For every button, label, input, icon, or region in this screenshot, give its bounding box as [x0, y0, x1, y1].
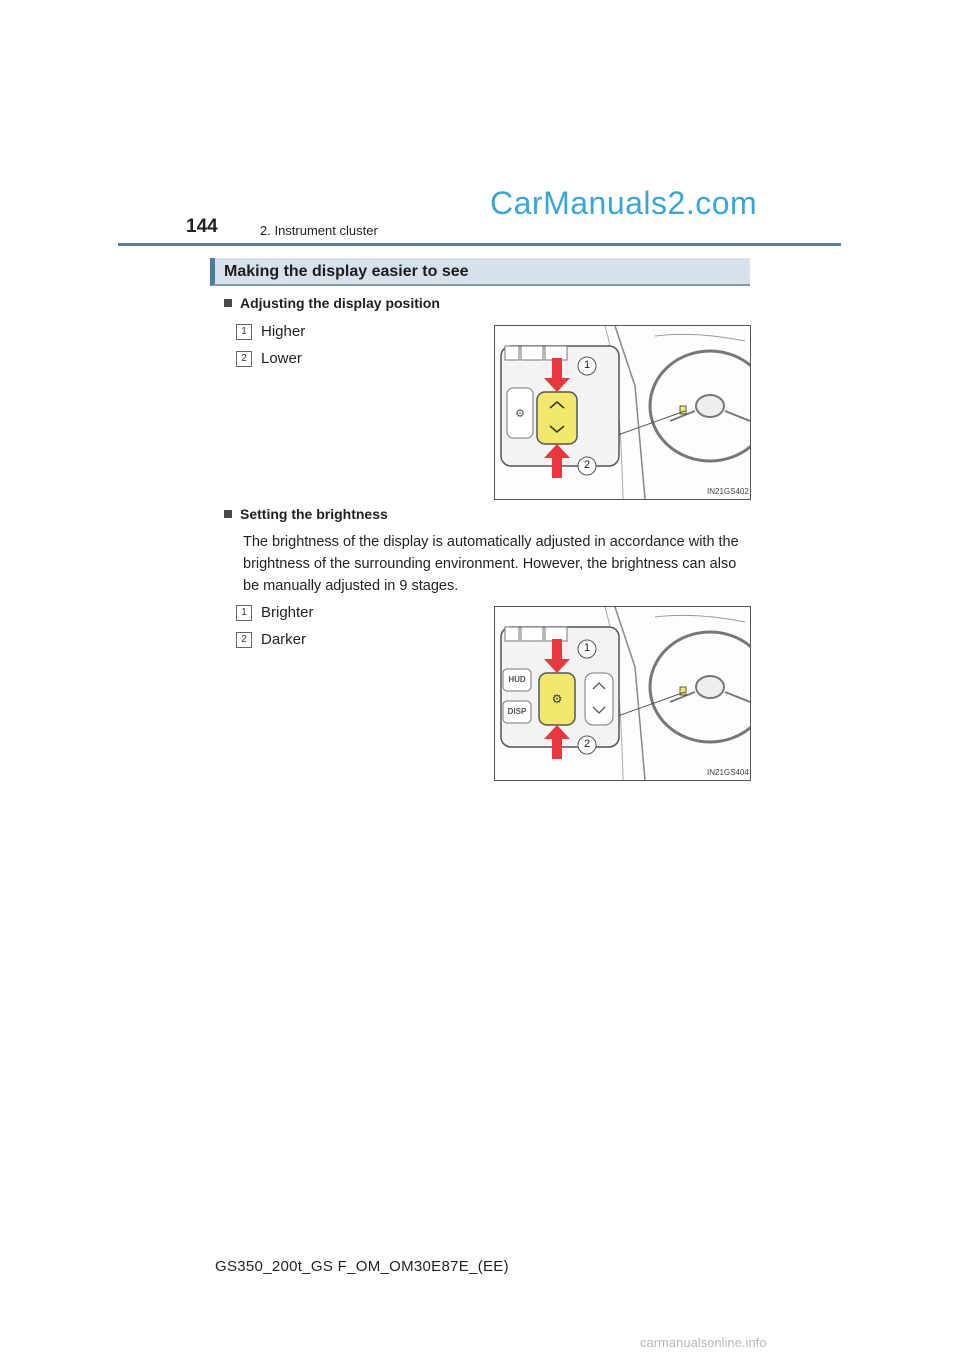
item-number-badge: 1: [236, 605, 252, 621]
chapter-title: 2. Instrument cluster: [260, 223, 378, 238]
figure-brightness: [494, 606, 751, 781]
brightness-switch-illustration: [495, 607, 750, 780]
item-label-lower: Lower: [261, 350, 302, 367]
bullet-square-icon: [224, 510, 232, 518]
section-title: Making the display easier to see: [224, 263, 469, 280]
brightness-description: The brightness of the display is automatically adjusted in accordance with the brightness of the surrounding environment. However, the brightness can also be manually adjusted in 9 stages.: [243, 534, 739, 594]
subheading-text: Setting the brightness: [240, 506, 388, 522]
subheading-adjust-position: [224, 295, 440, 311]
item-number-badge: 2: [236, 351, 252, 367]
figure-callout-1: 1: [583, 642, 591, 654]
header-rule: [118, 243, 841, 246]
figure-callout-2: 2: [583, 459, 591, 471]
figure-code: IN21GS402: [707, 487, 749, 496]
svg-text:⚙: ⚙: [515, 408, 525, 420]
document-code: GS350_200t_GS F_OM_OM30E87E_(EE): [215, 1258, 509, 1275]
steering-switch-illustration: [495, 326, 750, 499]
item-number-badge: 2: [236, 632, 252, 648]
bullet-square-icon: [224, 299, 232, 307]
item-label-higher: Higher: [261, 323, 306, 340]
page-number: 144: [186, 216, 218, 237]
figure-display-position: [494, 325, 751, 500]
figure-code: IN21GS404: [707, 768, 749, 777]
item-label-brighter: Brighter: [261, 604, 314, 621]
figure-callout-1: 1: [583, 359, 591, 371]
item-number-badge: 1: [236, 324, 252, 340]
disp-button-label: DISP: [507, 707, 527, 716]
subheading-brightness: [224, 506, 388, 522]
subheading-text: Adjusting the display position: [240, 295, 440, 311]
hud-button-label: HUD: [508, 675, 526, 684]
svg-text:⚙: ⚙: [551, 692, 563, 706]
item-label-darker: Darker: [261, 631, 307, 648]
watermark-logo: CarManuals2.com: [490, 185, 758, 221]
figure-callout-2: 2: [583, 738, 591, 750]
site-watermark: carmanualsonline.info: [640, 1335, 767, 1350]
